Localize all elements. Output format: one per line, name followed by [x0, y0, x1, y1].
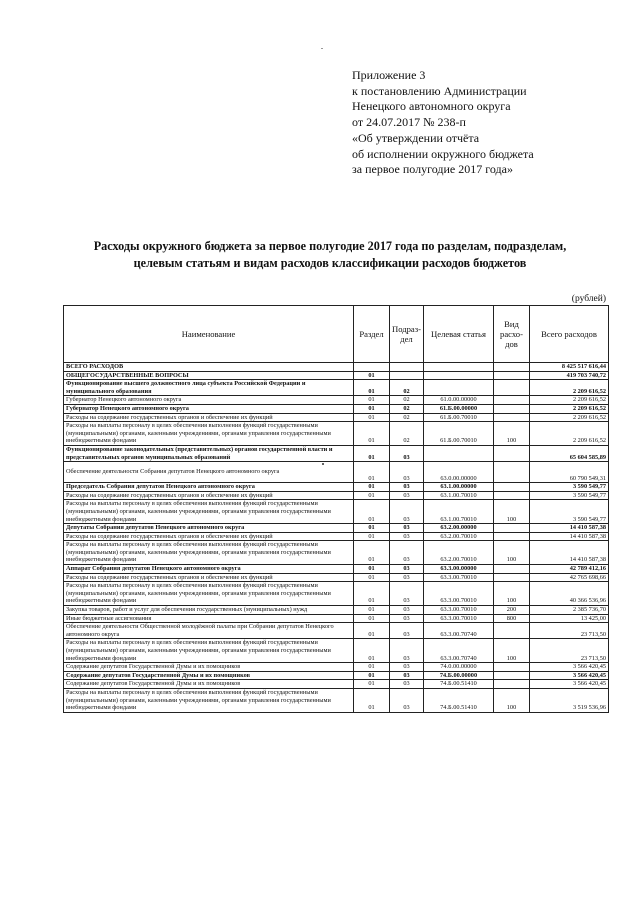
table-row: [64, 532, 609, 541]
cell-name: Депутаты Собрания депутатов Ненецкого автономного округа: [64, 524, 354, 533]
annex-line: от 24.07.2017 № 238-п: [352, 115, 466, 130]
cell-name: Губернатор Ненецкого автономного округа: [64, 396, 354, 405]
annex-header: [352, 68, 622, 178]
cell-subsection: 03: [390, 483, 424, 492]
cell-name: Расходы на выплаты персоналу в целях обеспечения выполнения функций государственными (муниципальными) органами, казенными учреждениями, органами управления государственными внебюджетными фондами: [64, 541, 354, 565]
cell-name: Расходы на выплаты персоналу в целях обеспечения выполнения функций государственными (муниципальными) органами, казенными учреждениями, органами управления государственными внебюджетными фондами: [64, 582, 354, 606]
table-row: [64, 606, 609, 615]
cell-subsection: 03: [390, 573, 424, 582]
cell-name: Председатель Собрания депутатов Ненецкого автономного округа: [64, 483, 354, 492]
cell-total: 23 713,50: [530, 623, 609, 639]
cell-total: 3 566 420,45: [530, 671, 609, 680]
cell-name: Расходы на содержание государственных органов и обеспечение их функций: [64, 413, 354, 422]
table-row: [64, 565, 609, 574]
cell-section: 01: [354, 541, 390, 565]
table-row: [64, 396, 609, 405]
cell-target: 63.3.00.70740: [424, 639, 494, 663]
cell-name: Расходы на выплаты персоналу в целях обеспечения выполнения функций государственными (муниципальными) органами, казенными учреждениями, органами управления государственными внебюджетными фондами: [64, 422, 354, 446]
cell-section: 01: [354, 380, 390, 396]
table-row: [64, 483, 609, 492]
cell-section: 01: [354, 688, 390, 712]
cell-name: Обеспечение деятельности Общественной молодёжной палаты при Собрании депутатов Ненецкого автономного округа: [64, 623, 354, 639]
cell-target: 61.Б.00.70010: [424, 422, 494, 446]
header-name: Наименование: [64, 306, 354, 363]
annex-line: к постановлению Администрации: [352, 83, 527, 98]
cell-section: 01: [354, 573, 390, 582]
table-row: [64, 688, 609, 712]
cell-subsection: 02: [390, 380, 424, 396]
cell-name: Расходы на содержание государственных органов и обеспечение их функций: [64, 532, 354, 541]
cell-total: 3 566 420,45: [530, 680, 609, 689]
table-row: [64, 639, 609, 663]
cell-name: ОБЩЕГОСУДАРСТВЕННЫЕ ВОПРОСЫ: [64, 371, 354, 380]
cell-subsection: 03: [390, 565, 424, 574]
cell-section: 01: [354, 491, 390, 500]
cell-section: 01: [354, 639, 390, 663]
header-type: Вид расхо-дов: [494, 306, 530, 363]
cell-section: 01: [354, 483, 390, 492]
cell-total: 14 410 587,38: [530, 524, 609, 533]
cell-target: 63.3.00.70010: [424, 606, 494, 615]
cell-total: 3 590 549,77: [530, 500, 609, 524]
cell-target: 63.3.00.70740: [424, 623, 494, 639]
table-row: [64, 462, 609, 483]
cell-type: [494, 363, 530, 372]
cell-subsection: 03: [390, 639, 424, 663]
cell-target: [424, 380, 494, 396]
cell-section: 01: [354, 413, 390, 422]
cell-target: 63.0.00.00000: [424, 462, 494, 483]
cell-total: 3 566 420,45: [530, 663, 609, 672]
table-row: [64, 371, 609, 380]
cell-section: 01: [354, 422, 390, 446]
cell-subsection: 03: [390, 532, 424, 541]
cell-name: Содержание депутатов Государственной Думы и их помощников: [64, 663, 354, 672]
report-title-line1: Расходы окружного бюджета за первое полугодие 2017 года по разделам, подразделам,: [93, 239, 567, 253]
cell-target: 63.3.00.70010: [424, 614, 494, 623]
table-row: [64, 663, 609, 672]
cell-name: Функционирование высшего должностного лица субъекта Российской Федерации и муниципального образования: [64, 380, 354, 396]
cell-target: 74.Б.00.51410: [424, 680, 494, 689]
cell-target: 63.2.00.70010: [424, 541, 494, 565]
cell-total: 8 425 517 616,44: [530, 363, 609, 372]
header-section: Раздел: [354, 306, 390, 363]
currency-unit: (рублей): [571, 294, 606, 304]
cell-type: 100: [494, 541, 530, 565]
cell-total: 14 410 587,38: [530, 541, 609, 565]
cell-total: 3 590 549,77: [530, 491, 609, 500]
cell-type: [494, 371, 530, 380]
table-row: [64, 422, 609, 446]
cell-type: 800: [494, 614, 530, 623]
report-title: [60, 238, 600, 271]
cell-section: 01: [354, 663, 390, 672]
cell-name: Расходы на выплаты персоналу в целях обеспечения выполнения функций государственными (муниципальными) органами, казенными учреждениями, органами управления государственными внебюджетными фондами: [64, 500, 354, 524]
cell-type: 200: [494, 606, 530, 615]
table-row: [64, 363, 609, 372]
table-row: [64, 614, 609, 623]
scan-speck: [322, 463, 324, 465]
table-row: [64, 582, 609, 606]
cell-section: 01: [354, 404, 390, 413]
cell-subsection: 02: [390, 404, 424, 413]
annex-line: Приложение 3: [352, 68, 426, 82]
cell-target: 63.2.00.00000: [424, 524, 494, 533]
cell-subsection: 03: [390, 524, 424, 533]
cell-name: Иные бюджетные ассигнования: [64, 614, 354, 623]
cell-total: 3 590 549,77: [530, 483, 609, 492]
cell-target: 63.1.00.00000: [424, 483, 494, 492]
cell-section: 01: [354, 680, 390, 689]
cell-section: 01: [354, 396, 390, 405]
cell-subsection: 02: [390, 422, 424, 446]
cell-type: [494, 396, 530, 405]
cell-target: 63.3.00.70010: [424, 573, 494, 582]
header-target: Целевая статья: [424, 306, 494, 363]
cell-total: 2 209 616,52: [530, 404, 609, 413]
cell-total: 2 385 736,70: [530, 606, 609, 615]
cell-target: 74.Б.00.51410: [424, 688, 494, 712]
cell-subsection: 03: [390, 606, 424, 615]
table-row: [64, 491, 609, 500]
cell-subsection: 03: [390, 623, 424, 639]
cell-subsection: 03: [390, 462, 424, 483]
cell-total: 2 209 616,52: [530, 380, 609, 396]
budget-table: [63, 305, 609, 713]
cell-total: 40 366 536,96: [530, 582, 609, 606]
cell-section: 01: [354, 445, 390, 461]
cell-subsection: 03: [390, 582, 424, 606]
cell-subsection: 03: [390, 614, 424, 623]
header-total: Всего расходов: [530, 306, 609, 363]
cell-type: [494, 491, 530, 500]
table-row: [64, 404, 609, 413]
annex-line: об исполнении окружного бюджета: [352, 146, 534, 161]
cell-subsection: 03: [390, 688, 424, 712]
cell-section: 01: [354, 371, 390, 380]
cell-section: [354, 363, 390, 372]
cell-target: 74.0.00.00000: [424, 663, 494, 672]
cell-type: 100: [494, 500, 530, 524]
cell-target: 63.1.00.70010: [424, 500, 494, 524]
cell-type: [494, 462, 530, 483]
cell-name: ВСЕГО РАСХОДОВ: [64, 363, 354, 372]
table-row: [64, 524, 609, 533]
report-title-line2: целевым статьям и видам расходов классификации расходов бюджетов: [133, 255, 527, 270]
cell-type: [494, 671, 530, 680]
cell-section: 01: [354, 671, 390, 680]
cell-type: [494, 623, 530, 639]
cell-name: Расходы на содержание государственных органов и обеспечение их функций: [64, 573, 354, 582]
cell-name: Расходы на выплаты персоналу в целях обеспечения выполнения функций государственными (муниципальными) органами, казенными учреждениями, органами управления государственными внебюджетными фондами: [64, 639, 354, 663]
cell-target: 74.Б.00.00000: [424, 671, 494, 680]
cell-total: 42 789 412,16: [530, 565, 609, 574]
cell-target: 63.3.00.00000: [424, 565, 494, 574]
cell-total: 23 713,50: [530, 639, 609, 663]
header-subsection: Подраз-дел: [390, 306, 424, 363]
cell-name: Расходы на содержание государственных органов и обеспечение их функций: [64, 491, 354, 500]
cell-type: [494, 532, 530, 541]
cell-subsection: [390, 363, 424, 372]
cell-target: [424, 363, 494, 372]
cell-type: [494, 380, 530, 396]
table-row: [64, 541, 609, 565]
cell-type: [494, 445, 530, 461]
cell-total: 2 209 616,52: [530, 413, 609, 422]
table-row: [64, 380, 609, 396]
cell-subsection: 03: [390, 541, 424, 565]
cell-total: 14 410 587,38: [530, 532, 609, 541]
cell-name: Губернатор Ненецкого автономного округа: [64, 404, 354, 413]
table-row: [64, 413, 609, 422]
cell-type: [494, 483, 530, 492]
table-header-row: [64, 306, 609, 363]
cell-subsection: 03: [390, 491, 424, 500]
cell-subsection: 03: [390, 445, 424, 461]
cell-subsection: 02: [390, 413, 424, 422]
annex-line: Ненецкого автономного округа: [352, 99, 511, 114]
table-row: [64, 573, 609, 582]
cell-target: 63.1.00.70010: [424, 491, 494, 500]
cell-type: [494, 524, 530, 533]
table-row: [64, 671, 609, 680]
cell-section: 01: [354, 532, 390, 541]
cell-name: Обеспечение деятельности Собрания депутатов Ненецкого автономного округа: [64, 462, 354, 483]
cell-name: Закупка товаров, работ и услуг для обеспечения государственных (муниципальных) нужд: [64, 606, 354, 615]
table-row: [64, 500, 609, 524]
cell-section: 01: [354, 582, 390, 606]
cell-name: Функционирование законодательных (представительных) органов государственной власти и представительных органов муниципальных образований: [64, 445, 354, 461]
cell-name: Содержание депутатов Государственной Думы и их помощников: [64, 671, 354, 680]
cell-section: 01: [354, 565, 390, 574]
cell-type: [494, 413, 530, 422]
cell-total: 65 604 585,89: [530, 445, 609, 461]
cell-section: 01: [354, 500, 390, 524]
cell-section: 01: [354, 614, 390, 623]
cell-type: 100: [494, 639, 530, 663]
cell-target: [424, 445, 494, 461]
cell-total: 2 209 616,52: [530, 396, 609, 405]
cell-target: 61.0.00.00000: [424, 396, 494, 405]
scan-speck: [321, 48, 323, 49]
cell-section: 01: [354, 462, 390, 483]
cell-subsection: 03: [390, 680, 424, 689]
cell-subsection: 03: [390, 663, 424, 672]
cell-total: 13 425,00: [530, 614, 609, 623]
annex-line: за первое полугодие 2017 года»: [352, 162, 513, 177]
cell-total: 60 790 549,31: [530, 462, 609, 483]
cell-section: 01: [354, 524, 390, 533]
cell-type: [494, 565, 530, 574]
cell-section: 01: [354, 606, 390, 615]
cell-total: 419 703 740,72: [530, 371, 609, 380]
cell-target: [424, 371, 494, 380]
cell-type: [494, 573, 530, 582]
cell-name: Содержание депутатов Государственной Думы и их помощников: [64, 680, 354, 689]
cell-name: Расходы на выплаты персоналу в целях обеспечения выполнения функций государственными (муниципальными) органами, казенными учреждениями, органами управления государственными внебюджетными фондами: [64, 688, 354, 712]
cell-type: [494, 680, 530, 689]
cell-target: 63.3.00.70010: [424, 582, 494, 606]
cell-subsection: 02: [390, 396, 424, 405]
cell-subsection: 03: [390, 500, 424, 524]
table-row: [64, 623, 609, 639]
cell-target: 61.Б.00.00000: [424, 404, 494, 413]
cell-target: 61.Б.00.70010: [424, 413, 494, 422]
cell-type: 100: [494, 688, 530, 712]
cell-total: 3 519 536,96: [530, 688, 609, 712]
cell-total: 42 765 698,66: [530, 573, 609, 582]
cell-type: [494, 404, 530, 413]
table-row: [64, 445, 609, 461]
cell-type: 100: [494, 422, 530, 446]
cell-total: 2 209 616,52: [530, 422, 609, 446]
cell-name: Аппарат Собрания депутатов Ненецкого автономного округа: [64, 565, 354, 574]
cell-section: 01: [354, 623, 390, 639]
table-row: [64, 680, 609, 689]
cell-type: 100: [494, 582, 530, 606]
annex-line: «Об утверждении отчёта: [352, 130, 480, 145]
cell-subsection: [390, 371, 424, 380]
cell-type: [494, 663, 530, 672]
cell-subsection: 03: [390, 671, 424, 680]
cell-target: 63.2.00.70010: [424, 532, 494, 541]
